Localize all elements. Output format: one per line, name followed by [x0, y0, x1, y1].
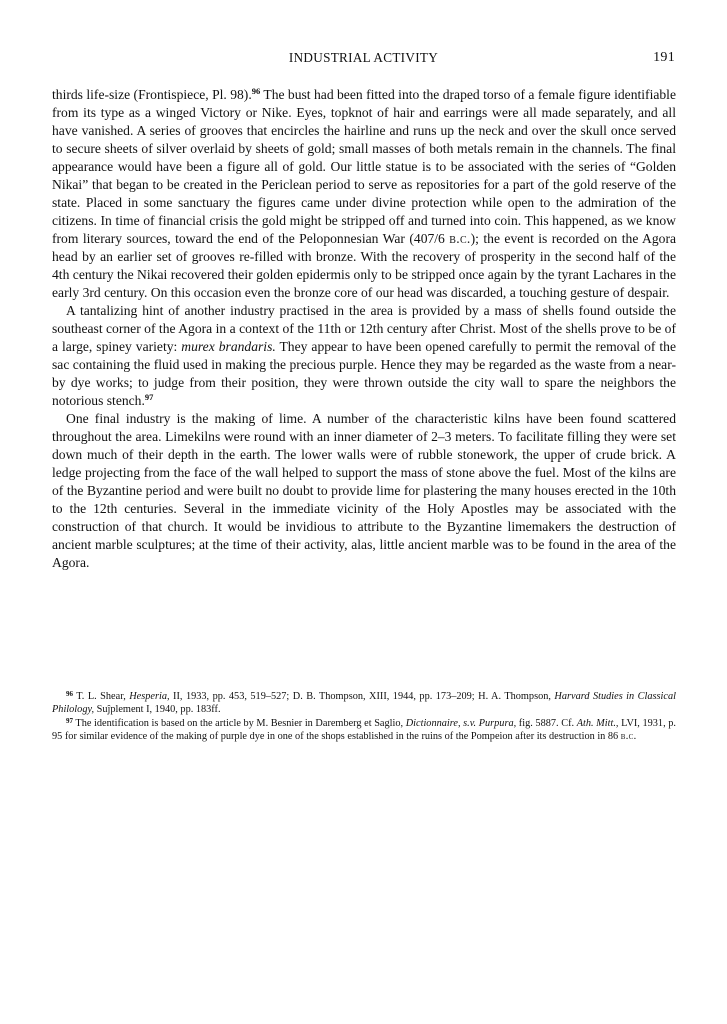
footnote-text: fig. 5887. Cf.	[516, 717, 577, 729]
paragraph-text: ); the event is recorded on the Agora head by an earlier set of grooves re-filled with bronze. With the recovery of prosperity in the second half of the 4th century the Nikai recovered their golden epidermis only to be stripped once again by the tyrant Lachares in the early 3rd century. On this occasion even the bronze core of our head was discarded, a touching gesture of despair.	[52, 231, 677, 300]
journal-title: Ath. Mitt.,	[576, 717, 619, 729]
era-abbreviation: b.c.	[449, 231, 471, 246]
page-number: 191	[653, 50, 675, 65]
footnote-ref-96: 96	[251, 86, 261, 96]
paragraph-text: A tantalizing hint of another industry practised in the area is provided by a mass of shells found outside the southeast corner of the Agora in a context of the 11th or 12th century after Christ. Most of the shells prove to be of a large, spiney variety:	[52, 303, 676, 354]
reference-title: Dictionnaire, s.v. Purpura,	[405, 717, 517, 729]
paragraph-text: thirds life-size (Frontispiece, Pl. 98).	[52, 87, 252, 102]
species-name: murex brandaris.	[181, 339, 276, 354]
footnote-ref-97: 97	[144, 392, 154, 402]
paragraph-golden-nike	[52, 86, 676, 302]
journal-title: Hesperia,	[129, 691, 170, 702]
footnote-text: The identification is based on the article by M. Besnier in Daremberg et Saglio,	[73, 717, 406, 729]
running-head	[52, 50, 675, 68]
footnote-number: 97	[66, 716, 73, 725]
paragraph-text: The bust had been fitted into the draped torso of a female figure identifiable from its type as a winged Victory or Nike. Eyes, topknot of hair and earrings were all made separately, and all have vanished. A series of grooves that encircles the hairline and runs up the neck and over the skull once served to secure sheets of silver overlaid by sheets of gold; small masses of both metals remain in the channels. The final appearance would have been a figure all of gold. Our little statue is to be associated with the series of “Golden Nikai” that began to be created in the Periclean period to serve as repositories for a part of the gold reserve of the state. Placed in some sanctuary the figures came under divine protection while open to the admiration of the citizens. In time of financial crisis the gold might be stripped off and turned into coin. This happened, as we know from literary sources, toward the end of the Peloponnesian War (407/6	[52, 87, 676, 246]
footnote-97	[52, 717, 676, 744]
footnote-number: 96	[66, 690, 73, 698]
running-title: INDUSTRIAL ACTIVITY	[288, 50, 439, 65]
footnote-96	[52, 690, 676, 717]
paragraph-purple-dye	[52, 302, 676, 410]
journal-title: Harvard Studies in Classical Philology,	[52, 691, 676, 716]
footnote-text: LVI, 1931, p. 95 for similar evidence of the making of purple dye in one of the shops established in the ruins of the Pompeion after its destruction in 86	[52, 717, 676, 742]
footnotes	[52, 690, 676, 743]
body-text	[52, 86, 676, 572]
era-abbreviation: b.c.	[620, 730, 637, 742]
footnote-text: T. L. Shear,	[73, 691, 130, 702]
footnote-text: Suĵplement I, 1940, pp. 183ff.	[94, 704, 221, 716]
paragraph-limekilns: One final industry is the making of lime. A number of the characteristic kilns have been found scattered throughout the area. Limekilns were round with an inner diameter of 2–3 meters. To facilitate filling they were set down much of their depth in the earth. The lower walls were of rubble stonework, the upper of crude brick. A ledge projecting from the face of the wall helped to support the mass of stone above the fuel. Most of the kilns are of the Byzantine period and were built no doubt to provide lime for plastering the many houses erected in the 10th to the 12th centuries. Several in the immediate vicinity of the Holy Apostles may be associated with the construction of that church. It would be invidious to attribute to the Byzantine limemakers the destruction of ancient marble sculptures; at the time of their activity, alas, little ancient marble was to be found in the area of the Agora.	[52, 411, 676, 570]
paragraph-text: They appear to have been opened carefully to permit the removal of the sac containing the fluid used in making the precious purple. Hence they may be regarded as the waste from a near-by dye works; to judge from their position, they were thrown outside the city wall to spare the neighbors the notorious stench.	[52, 339, 676, 408]
footnote-text: II, 1933, pp. 453, 519–527; D. B. Thompson, XIII, 1944, pp. 173–209; H. A. Thompson,	[169, 691, 555, 702]
